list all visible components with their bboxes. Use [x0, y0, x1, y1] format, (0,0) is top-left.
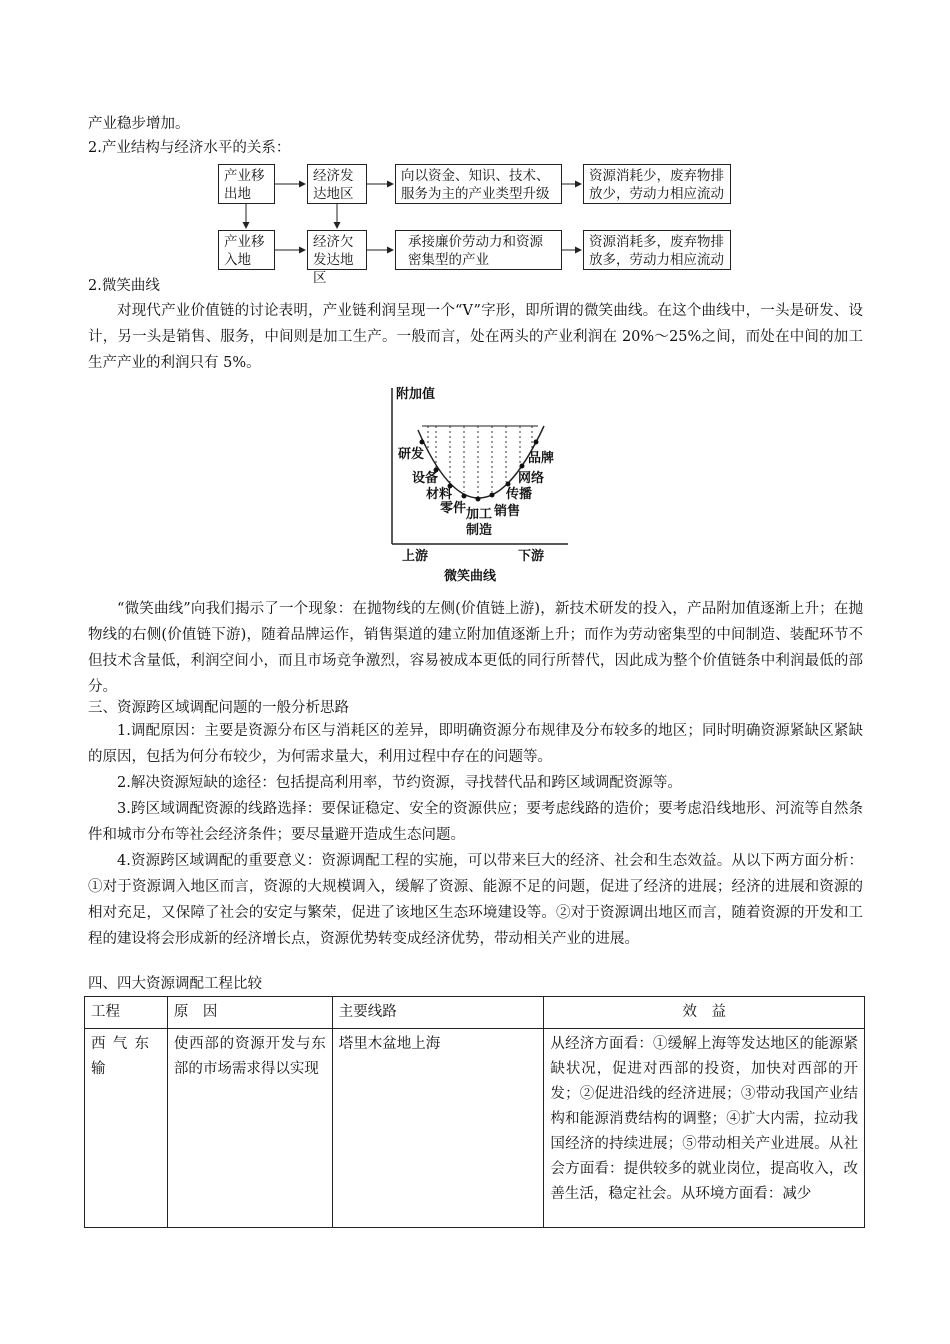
label-shebei: 设备 — [412, 471, 439, 486]
header-benefit: 效 益 — [544, 997, 865, 1029]
developed-box: 经济发达地区 — [307, 164, 367, 204]
section-3-point-4: 4.资源跨区域调配的重要意义：资源调配工程的实施，可以带来巨大的经济、社会和生态效益。从以下两方面分析：①对于资源调入地区而言，资源的大规模调入，缓解了资源、能源不足的问题，促进了经济的进展；经济的进展和资源的相对充足，又保障了社会的安定与繁荣，促进了该地区生态环境建设等。②对于资源调出地区而言，随着资源的开发和工程的建设将会形成新的经济增长点，资源优势转变成经济优势，带动相关产业的进展。 — [88, 853, 863, 947]
section-3-point-1: 1.调配原因：主要是资源分布区与消耗区的差异，即明确资源分布规律及分布较多的地区；同时明确资源紧缺区紧缺的原因，包括为何分布较少，为何需求量大，利用过程中存在的问题等。 — [88, 723, 863, 765]
cell-project: 西气东输 — [85, 1029, 168, 1228]
point-xiaoshou — [490, 493, 495, 498]
label-zhizao: 制造 — [466, 523, 493, 538]
underdeveloped-box: 经济欠发达地区 — [307, 230, 367, 270]
section-4-title: 四、四大资源调配工程比较 — [88, 976, 262, 992]
intro-line: 产业稳步增加。 — [88, 116, 190, 132]
label-cailiao: 材料 — [426, 487, 453, 502]
x-label-downstream: 下游 — [518, 549, 545, 564]
in-region-box: 产业移入地 — [218, 230, 275, 270]
header-project: 工程 — [85, 997, 168, 1029]
label-jiagong: 加工 — [466, 507, 493, 522]
smile-paragraph: 对现代产业价值链的讨论表明，产业链利润呈现一个“V”字形，即所谓的微笑曲线。在这个曲线中，一头是研发、设计，另一头是销售、服务，中间则是加工生产。一般而言，处在两头的产业利润在 20%～25%之间，而处在中间的加工生产产业的利润只有 5%。 — [88, 303, 863, 371]
point-wangluo — [520, 464, 525, 469]
section-3-point-3: 3.跨区域调配资源的线路选择：要保证稳定、安全的资源供应；要考虑线路的造价；要考虑沿线地形、河流等自然条件和城市分布等社会经济条件；要尽量避开造成生态问题。 — [88, 801, 863, 843]
point-pinpai — [534, 440, 539, 445]
flow-arrows — [200, 160, 600, 275]
y-axis-label: 附加值 — [396, 387, 436, 402]
cell-reason: 使西部的资源开发与东部的市场需求得以实现 — [167, 1029, 332, 1228]
chart-title: 微笑曲线 — [444, 569, 497, 584]
result-top-box: 资源消耗少，废弃物排放少，劳动力相应流动 — [583, 164, 731, 204]
label-yanfa: 研发 — [398, 447, 425, 462]
label-wangluo: 网络 — [518, 471, 545, 486]
accept-box: 承接廉价劳动力和资源密集型的产业 — [395, 230, 562, 270]
label-xiaoshou: 销售 — [494, 504, 521, 519]
cell-route: 塔里木盆地上海 — [332, 1029, 544, 1228]
table-row — [85, 1029, 865, 1228]
section-3-title: 三、资源跨区域调配问题的一般分析思路 — [88, 700, 349, 716]
out-region-box: 产业移出地 — [218, 164, 275, 204]
point-yanfa — [420, 440, 425, 445]
table-header-row — [85, 997, 865, 1029]
point-lingjian — [462, 494, 467, 499]
result-bottom-box: 资源消耗多，废弃物排放多，劳动力相应流动 — [583, 230, 731, 270]
x-label-upstream: 上游 — [402, 549, 429, 564]
point-jiagong — [476, 497, 481, 502]
smile-curve-chart — [378, 378, 578, 588]
point-chuanbo — [506, 482, 511, 487]
label-lingjian: 零件 — [440, 501, 467, 516]
header-reason: 原 因 — [167, 997, 332, 1029]
header-route: 主要线路 — [332, 997, 544, 1029]
section-3-point-2: 2.解决资源短缺的途径：包括提高利用率，节约资源，寻找替代品和跨区域调配资源等。 — [117, 775, 682, 791]
upgrade-box: 向以资金、知识、技术、服务为主的产业类型升级 — [395, 164, 562, 204]
projects-table — [84, 996, 865, 1228]
label-chuanbo: 传播 — [506, 487, 533, 502]
cell-benefit: 从经济方面看：①缓解上海等发达地区的能源紧缺状况，促进对西部的投资，加快对西部的开发；②促进沿线的经济进展；③带动我国产业结构和能源消费结构的调整；④扩大内需，拉动我国经济的持续进展；⑤带动相关产业进展。从社会方面看：提供较多的就业岗位，提高收入，改善生活，稳定社会。从环境方面看：减少 — [544, 1029, 865, 1228]
section-2-title: 2.产业结构与经济水平的关系： — [88, 140, 291, 156]
label-pinpai: 品牌 — [528, 451, 555, 466]
smile-title: 2.微笑曲线 — [88, 278, 160, 294]
smile-explain-paragraph: “微笑曲线”向我们揭示了一个现象：在抛物线的左侧(价值链上游)，新技术研发的投入，产品附加值逐渐上升；在抛物线的右侧(价值链下游)，随着品牌运作，销售渠道的建立附加值逐渐上升；而作为劳动密集型的中间制造、装配环节不但技术含量低，利润空间小，而且市场竞争激烈，容易被成本更低的同行所替代，因此成为整个价值链条中利润最低的部分。 — [88, 601, 863, 695]
